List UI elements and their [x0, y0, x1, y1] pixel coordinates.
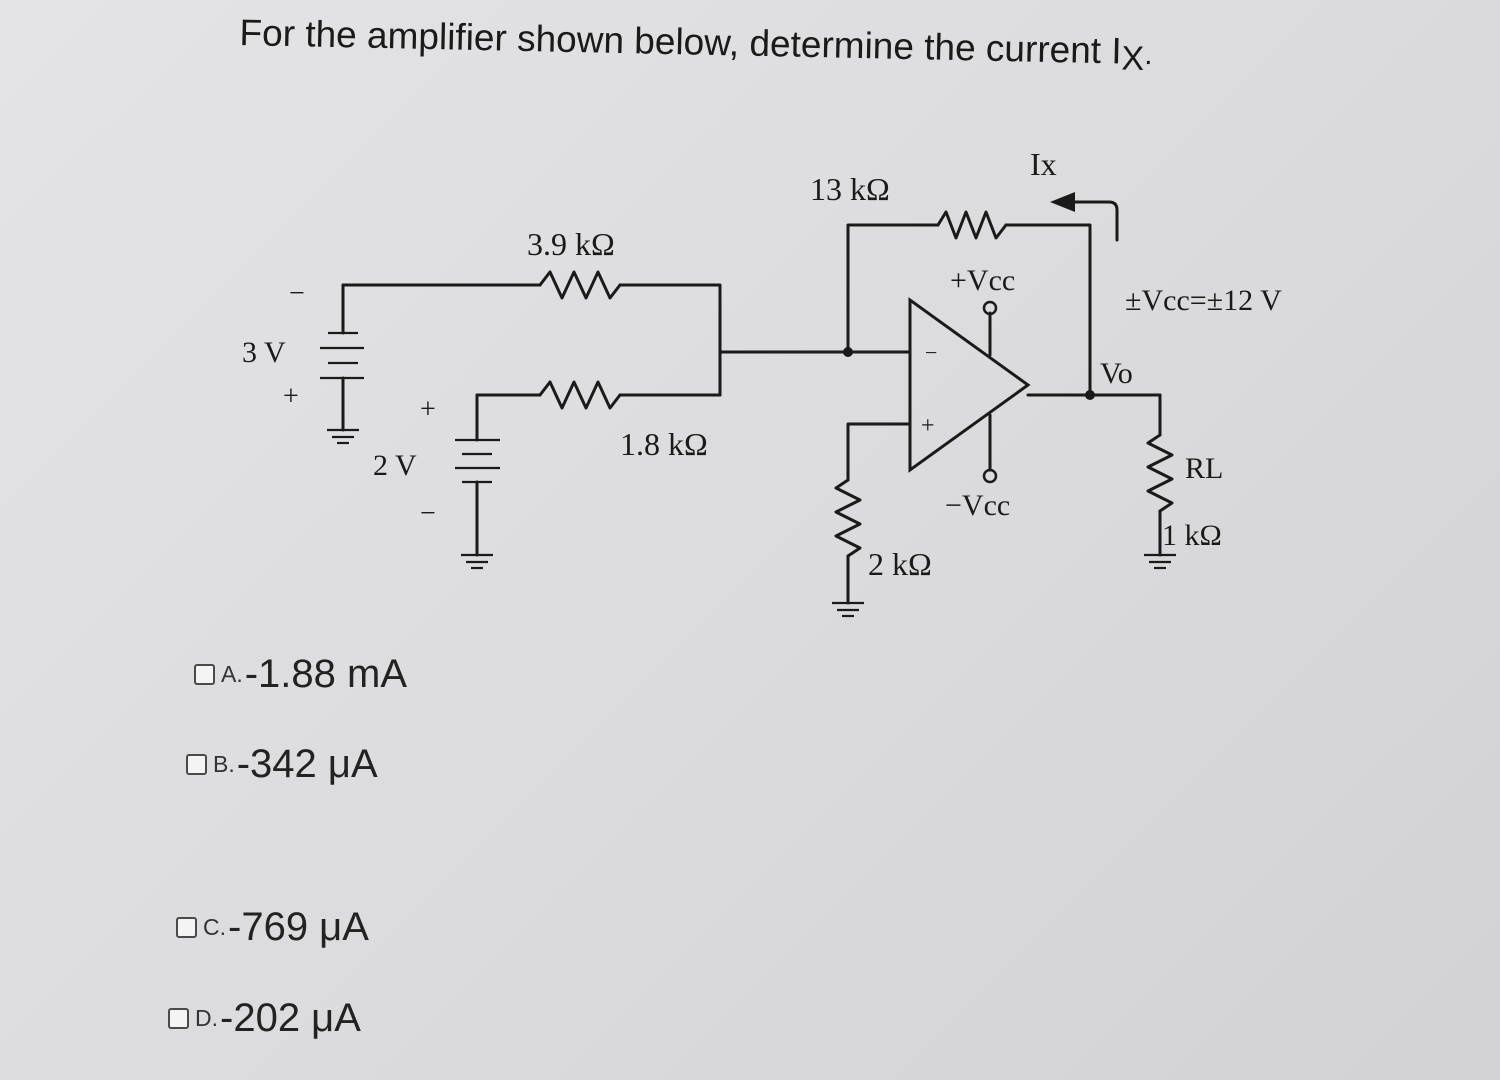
ground-symbol-2v: [461, 555, 493, 568]
vo-label: Vo: [1100, 357, 1133, 390]
option-d-letter: D.: [195, 1005, 218, 1031]
ground-symbol-2k: [832, 603, 864, 616]
option-d-checkbox[interactable]: [168, 1008, 189, 1029]
resistor-2k: [836, 480, 860, 556]
option-a[interactable]: [194, 652, 407, 697]
option-a-letter: A.: [221, 661, 243, 687]
op-amp-noninverting-sign: +: [921, 413, 935, 439]
ground-symbol-3v: [327, 430, 359, 443]
resistor-13k-label: 13 kΩ: [810, 171, 890, 207]
battery-3v-symbol: [320, 285, 364, 430]
option-d-value: -202 μA: [220, 996, 361, 1040]
resistor-3-9k: [540, 272, 620, 298]
resistor-1-8k: [540, 382, 620, 408]
battery-3v-label: 3 V: [242, 336, 286, 369]
option-c[interactable]: [176, 905, 369, 950]
battery-2v-label: 2 V: [373, 449, 417, 482]
supply-voltage-label: ±Vcc=±12 V: [1125, 284, 1282, 317]
battery-2v-plus-sign: +: [420, 394, 436, 425]
op-amp-symbol: [910, 300, 1028, 470]
question-subscript: X: [1121, 39, 1145, 78]
option-a-value: -1.88 mA: [244, 652, 408, 696]
option-d[interactable]: [168, 996, 361, 1041]
question-suffix: .: [1143, 37, 1153, 72]
option-c-checkbox[interactable]: [176, 917, 197, 938]
resistor-13k: [938, 212, 1006, 238]
battery-3v-minus-sign: −: [289, 278, 305, 309]
op-amp-inverting-sign: −: [925, 340, 938, 365]
option-c-letter: C.: [203, 914, 226, 940]
minus-vcc-label: −Vcc: [945, 489, 1011, 522]
option-c-value: -769 μA: [228, 905, 369, 949]
rl-value-label: 1 kΩ: [1162, 519, 1222, 552]
question-prefix: For the amplifier shown below, determine the current I: [239, 12, 1123, 72]
option-a-checkbox[interactable]: [194, 664, 215, 685]
rl-name-label: RL: [1185, 452, 1224, 485]
option-b[interactable]: [186, 742, 378, 787]
resistor-3-9k-label: 3.9 kΩ: [527, 226, 615, 262]
option-b-checkbox[interactable]: [186, 754, 207, 775]
battery-3v-plus-sign: +: [283, 381, 299, 412]
option-b-letter: B.: [213, 751, 235, 777]
current-ix-label: Ix: [1030, 146, 1057, 182]
current-ix-arrow: [1070, 202, 1117, 240]
resistor-1-8k-label: 1.8 kΩ: [620, 426, 708, 462]
plus-vcc-label: +Vcc: [950, 264, 1016, 297]
ground-symbol-rl: [1144, 555, 1176, 568]
battery-2v-symbol: [455, 395, 500, 555]
option-b-value: -342 μA: [236, 742, 378, 786]
resistor-2k-label: 2 kΩ: [868, 546, 932, 582]
battery-2v-minus-sign: −: [420, 498, 436, 529]
resistor-load-rl: [1148, 435, 1172, 511]
